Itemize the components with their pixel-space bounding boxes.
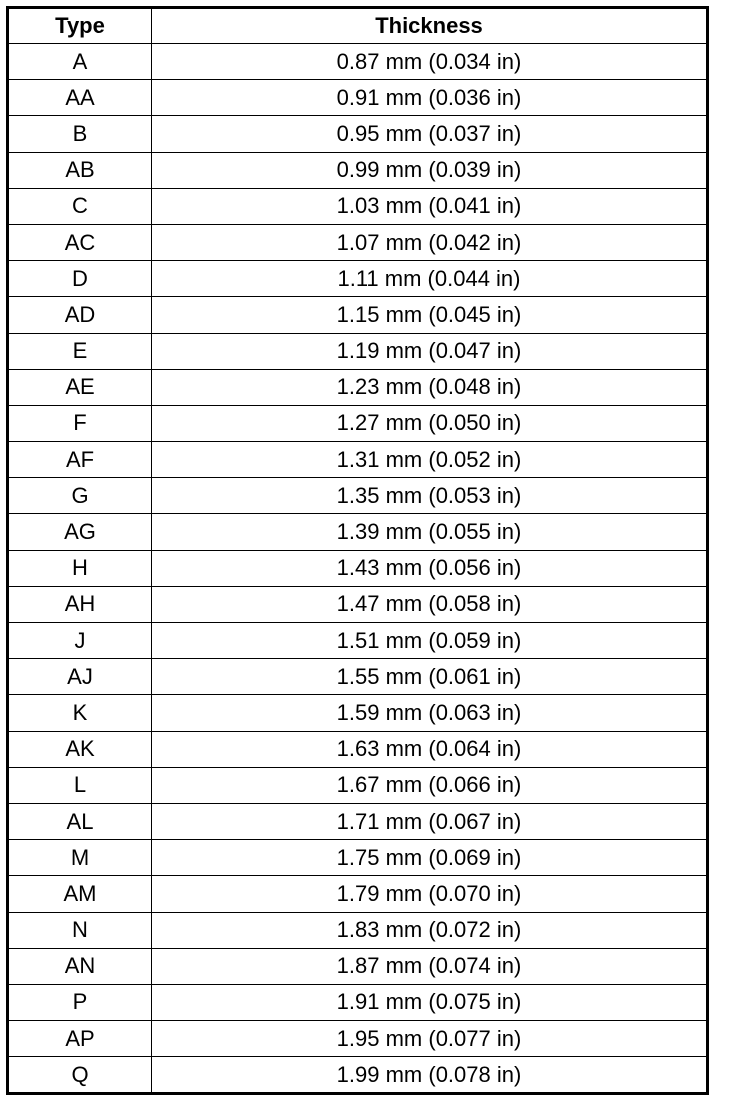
table-row: [8, 405, 708, 441]
type-cell: AJ: [8, 659, 152, 695]
thickness-cell: 1.51 mm (0.059 in): [152, 623, 708, 659]
thickness-cell: 1.23 mm (0.048 in): [152, 369, 708, 405]
type-cell: D: [8, 261, 152, 297]
thickness-cell: 1.71 mm (0.067 in): [152, 803, 708, 839]
thickness-cell: 1.95 mm (0.077 in): [152, 1021, 708, 1057]
thickness-cell: 0.91 mm (0.036 in): [152, 80, 708, 116]
type-cell: AB: [8, 152, 152, 188]
table-row: [8, 478, 708, 514]
thickness-cell: 1.43 mm (0.056 in): [152, 550, 708, 586]
thickness-cell: 1.47 mm (0.058 in): [152, 586, 708, 622]
thickness-cell: 1.87 mm (0.074 in): [152, 948, 708, 984]
type-cell: AF: [8, 442, 152, 478]
type-cell: A: [8, 44, 152, 80]
thickness-cell: 1.39 mm (0.055 in): [152, 514, 708, 550]
table-row: [8, 1057, 708, 1094]
table-row: [8, 912, 708, 948]
type-cell: AD: [8, 297, 152, 333]
thickness-cell: 1.59 mm (0.063 in): [152, 695, 708, 731]
thickness-cell: 1.31 mm (0.052 in): [152, 442, 708, 478]
type-cell: AL: [8, 803, 152, 839]
type-cell: B: [8, 116, 152, 152]
thickness-cell: 1.83 mm (0.072 in): [152, 912, 708, 948]
type-cell: Q: [8, 1057, 152, 1094]
table-header: [8, 8, 708, 44]
table-row: [8, 80, 708, 116]
type-cell: AP: [8, 1021, 152, 1057]
thickness-cell: 1.55 mm (0.061 in): [152, 659, 708, 695]
thickness-cell: 0.99 mm (0.039 in): [152, 152, 708, 188]
type-cell: AE: [8, 369, 152, 405]
table-row: [8, 767, 708, 803]
thickness-table: [6, 6, 709, 1095]
thickness-column-header: Thickness: [152, 8, 708, 44]
thickness-cell: 1.19 mm (0.047 in): [152, 333, 708, 369]
table-row: [8, 586, 708, 622]
table-row: [8, 1021, 708, 1057]
table-row: [8, 695, 708, 731]
table-row: [8, 44, 708, 80]
type-cell: H: [8, 550, 152, 586]
type-cell: E: [8, 333, 152, 369]
table-row: [8, 840, 708, 876]
table-row: [8, 948, 708, 984]
table-row: [8, 297, 708, 333]
type-cell: AG: [8, 514, 152, 550]
type-cell: L: [8, 767, 152, 803]
thickness-cell: 1.27 mm (0.050 in): [152, 405, 708, 441]
thickness-cell: 1.75 mm (0.069 in): [152, 840, 708, 876]
type-cell: C: [8, 188, 152, 224]
header-row: [8, 8, 708, 44]
table-row: [8, 514, 708, 550]
thickness-cell: 1.07 mm (0.042 in): [152, 224, 708, 260]
type-column-header: Type: [8, 8, 152, 44]
type-cell: P: [8, 984, 152, 1020]
table-row: [8, 803, 708, 839]
table-row: [8, 550, 708, 586]
table-body: [8, 44, 708, 1094]
type-cell: J: [8, 623, 152, 659]
table-row: [8, 333, 708, 369]
type-cell: M: [8, 840, 152, 876]
type-cell: AC: [8, 224, 152, 260]
table-row: [8, 442, 708, 478]
table-row: [8, 261, 708, 297]
table-row: [8, 188, 708, 224]
thickness-cell: 1.63 mm (0.064 in): [152, 731, 708, 767]
table-row: [8, 984, 708, 1020]
type-cell: AK: [8, 731, 152, 767]
table-row: [8, 731, 708, 767]
thickness-cell: 1.11 mm (0.044 in): [152, 261, 708, 297]
thickness-cell: 1.35 mm (0.053 in): [152, 478, 708, 514]
thickness-cell: 1.03 mm (0.041 in): [152, 188, 708, 224]
type-cell: AA: [8, 80, 152, 116]
type-cell: AN: [8, 948, 152, 984]
table-row: [8, 659, 708, 695]
table-row: [8, 116, 708, 152]
thickness-table-container: [6, 6, 706, 1095]
table-row: [8, 623, 708, 659]
thickness-cell: 1.15 mm (0.045 in): [152, 297, 708, 333]
table-row: [8, 224, 708, 260]
table-row: [8, 369, 708, 405]
thickness-cell: 1.79 mm (0.070 in): [152, 876, 708, 912]
thickness-cell: 0.95 mm (0.037 in): [152, 116, 708, 152]
thickness-cell: 1.67 mm (0.066 in): [152, 767, 708, 803]
type-cell: F: [8, 405, 152, 441]
type-cell: AM: [8, 876, 152, 912]
type-cell: K: [8, 695, 152, 731]
type-cell: G: [8, 478, 152, 514]
thickness-cell: 0.87 mm (0.034 in): [152, 44, 708, 80]
thickness-cell: 1.99 mm (0.078 in): [152, 1057, 708, 1094]
table-row: [8, 152, 708, 188]
type-cell: N: [8, 912, 152, 948]
table-row: [8, 876, 708, 912]
type-cell: AH: [8, 586, 152, 622]
thickness-cell: 1.91 mm (0.075 in): [152, 984, 708, 1020]
